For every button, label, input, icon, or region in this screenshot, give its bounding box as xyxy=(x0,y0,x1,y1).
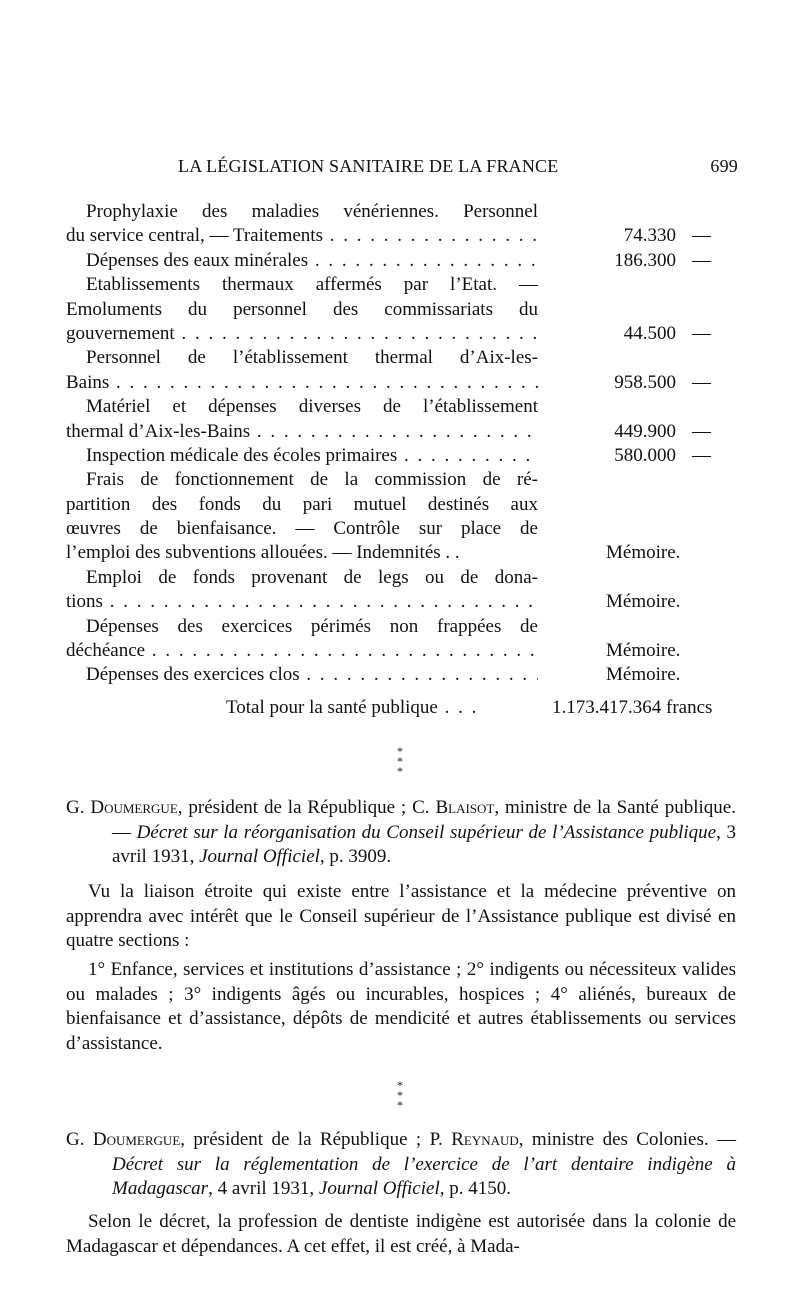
budget-row-label: Dépenses des eaux minérales . . . xyxy=(86,249,538,273)
budget-row-label: Dépenses des exercices périmés non frappées de xyxy=(86,615,538,637)
budget-row-label: Personnel de l’établissement thermal d’Aix-les- xyxy=(86,347,538,369)
budget-row-memo: Mémoire. xyxy=(606,664,681,686)
budget-row-amount: 580.000 xyxy=(614,444,676,466)
decree-2-minister: P. Reynaud xyxy=(429,1129,519,1150)
budget-row-label: Etablissements thermaux affermés par l’Etat. — xyxy=(86,274,538,296)
decree-1-title: Décret sur la réorganisation du Conseil supérieur de l’Assistance publique xyxy=(136,821,717,843)
budget-row-dash: — xyxy=(692,371,711,393)
budget-row-dash: — xyxy=(692,420,711,442)
budget-row-amount: 186.300 xyxy=(614,249,676,271)
budget-row-label: Dépenses des exercices clos . . . xyxy=(86,663,538,687)
budget-row-label: partition des fonds du pari mutuel destinés aux xyxy=(66,493,538,515)
section-separator xyxy=(380,746,420,776)
decree-1-date: , 3 avril 1931, xyxy=(112,821,737,868)
decree-2-paragraph-1: Selon le décret, la profession de dentiste indigène est autorisée dans la colonie de Madagascar et dépendances. A cet effet, il est créé, à Mada- xyxy=(66,1211,736,1257)
budget-row xyxy=(66,249,746,273)
budget-table xyxy=(66,200,746,688)
budget-row xyxy=(66,346,746,370)
budget-row-amount: 449.900 xyxy=(614,420,676,442)
budget-row-dash: — xyxy=(692,322,711,344)
budget-row-amount: 74.330 xyxy=(623,225,676,247)
decree-1-president-role: , président de la République ; xyxy=(177,797,413,818)
budget-row-memo: Mémoire. xyxy=(606,640,681,662)
decree-2-minister-role: , ministre des Colonies. — xyxy=(518,1129,737,1150)
budget-row xyxy=(66,566,746,590)
separator-top-star: * xyxy=(397,744,403,758)
section-separator-2 xyxy=(380,1080,420,1110)
decree-2-citation xyxy=(66,1128,736,1202)
budget-row-label: Emploi de fonds provenant de legs ou de dona- xyxy=(86,566,538,588)
budget-row xyxy=(66,371,746,395)
budget-row-label: Frais de fonctionnement de la commission de ré- xyxy=(86,469,538,491)
separator-2-top-star: * xyxy=(397,1078,403,1092)
budget-row-amount: 44.500 xyxy=(623,322,676,344)
budget-row-label: gouvernement . . . xyxy=(66,322,538,346)
budget-row-dash: — xyxy=(692,444,711,466)
budget-row xyxy=(66,224,746,248)
budget-row xyxy=(66,322,746,346)
budget-row xyxy=(66,444,746,468)
decree-2-date: , 4 avril 1931, xyxy=(208,1178,319,1200)
header-title: LA LÉGISLATION SANITAIRE DE LA FRANCE xyxy=(178,156,559,176)
budget-row-dash: — xyxy=(692,249,711,271)
budget-row xyxy=(66,468,746,492)
budget-row-label: l’emploi des subventions allouées. — Indemnités . . xyxy=(66,542,460,564)
budget-row xyxy=(66,200,746,224)
budget-row-memo: Mémoire. xyxy=(606,591,681,613)
budget-row xyxy=(66,298,746,322)
budget-row-label: déchéance . . . xyxy=(66,639,538,663)
decree-1-citation xyxy=(66,796,736,870)
decree-2-page: , p. 4150. xyxy=(439,1178,511,1200)
decree-2-title: Décret sur la réglementation de l’exercice de l’art dentaire indigène à Madagascar xyxy=(112,1153,736,1200)
budget-total-row xyxy=(66,695,746,721)
budget-row-label: Prophylaxie des maladies vénériennes. Personnel xyxy=(86,201,538,222)
total-label: Total pour la santé publique . . . xyxy=(226,695,478,721)
budget-row xyxy=(66,517,746,541)
budget-row xyxy=(66,273,746,297)
budget-row xyxy=(66,639,746,663)
budget-row xyxy=(66,420,746,444)
budget-row xyxy=(66,615,746,639)
decree-1-minister: C. Blaisot xyxy=(412,797,495,818)
decree-1-paragraph-2: 1° Enfance, services et institutions d’assistance ; 2° indigents ou nécessiteux valides ou malades ; 3° indigents âgés ou incurables, hospices ; 4° aliénés, bureaux de bienfaisance et d’assistance, dépôts de mendicité et autres établissements ou services d’assistance. xyxy=(66,959,736,1054)
page-number: 699 xyxy=(710,156,738,176)
budget-row xyxy=(66,541,746,565)
budget-row-label: œuvres de bienfaisance. — Contrôle sur place de xyxy=(66,518,538,540)
separator-bottom-stars: * * xyxy=(397,754,411,778)
decree-2-president-role: , président de la République ; xyxy=(180,1129,430,1150)
budget-row-amount: 958.500 xyxy=(614,371,676,393)
budget-row-label: Inspection médicale des écoles primaires . . . xyxy=(86,444,538,468)
decree-1-minister-role: , ministre de la Santé publique. — xyxy=(112,797,736,843)
budget-row xyxy=(66,395,746,419)
budget-row-label: Emoluments du personnel des commissariats du xyxy=(66,298,538,320)
budget-row-memo: Mémoire. xyxy=(606,542,681,564)
budget-row xyxy=(66,590,746,614)
decree-1-page: , p. 3909. xyxy=(319,846,392,868)
budget-row-label: Bains . . . xyxy=(66,371,538,395)
budget-row-label: thermal d’Aix-les-Bains . . . xyxy=(66,420,538,444)
decree-2-journal: Journal Officiel xyxy=(318,1178,440,1200)
budget-row xyxy=(66,663,746,687)
budget-row xyxy=(66,493,746,517)
decree-2-president: G. Doumergue xyxy=(66,1129,181,1150)
budget-row-dash: — xyxy=(692,225,711,247)
decree-1-paragraph-1: Vu la liaison étroite qui existe entre l’assistance et la médecine préventive on apprendra avec intérêt que le Conseil supérieur de l’Assistance publique est divisé en quatre sections : xyxy=(66,881,736,952)
budget-row-label: Matériel et dépenses diverses de l’établissement xyxy=(86,396,538,418)
budget-row-label: du service central, — Traitements . . . xyxy=(66,224,538,248)
separator-2-bottom-stars: * * xyxy=(397,1088,411,1112)
total-value: 1.173.417.364 francs xyxy=(552,697,713,718)
decree-1-journal: Journal Officiel xyxy=(199,846,320,868)
decree-1-president: G. Doumergue xyxy=(66,797,178,818)
budget-row-label: tions . . . xyxy=(66,590,538,614)
